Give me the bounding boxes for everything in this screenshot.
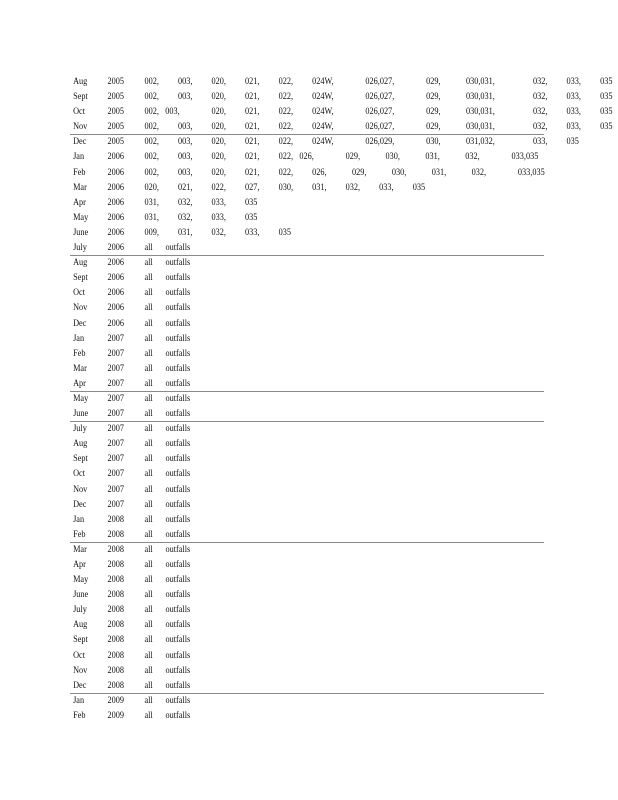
row-outfalls: all outfalls — [144, 242, 191, 254]
row-year: 2007 — [107, 438, 125, 450]
table-row — [0, 406, 531, 421]
row-year: 2007 — [107, 347, 125, 359]
row-outfalls: all outfalls — [144, 589, 191, 601]
table-row — [0, 436, 531, 451]
row-year: 2006 — [107, 287, 125, 299]
row-outfalls: all outfalls — [144, 559, 191, 570]
table-row — [0, 331, 531, 346]
row-year: 2008 — [107, 574, 125, 586]
row-outfalls: 002, 003, 020, 021, 022, 024W, 026,027, 029, 030,031, 032, 033, 035 — [144, 121, 613, 133]
row-year: 2007 — [107, 423, 125, 435]
table-row — [0, 225, 531, 240]
row-outfalls: all outfalls — [144, 257, 191, 269]
table-row — [0, 421, 531, 436]
row-outfalls: all outfalls — [144, 604, 191, 616]
table-row — [0, 180, 531, 195]
row-month: Aug — [73, 438, 88, 450]
row-year: 2009 — [107, 709, 125, 721]
row-month: June — [73, 226, 89, 238]
row-month: Jan — [73, 694, 85, 706]
table-row — [0, 663, 531, 678]
row-outfalls: all outfalls — [144, 302, 191, 314]
row-outfalls: all outfalls — [144, 543, 191, 555]
table-row — [0, 587, 531, 602]
row-year: 2007 — [107, 332, 125, 344]
table-row — [0, 451, 531, 466]
row-outfalls: all outfalls — [144, 498, 191, 510]
row-outfalls: all outfalls — [144, 528, 191, 540]
row-year: 2006 — [107, 317, 125, 329]
row-month: Oct — [73, 106, 86, 118]
row-month: July — [73, 242, 87, 254]
table-row — [0, 376, 531, 391]
row-month: Feb — [73, 528, 86, 540]
row-year: 2006 — [107, 272, 125, 284]
table-row — [0, 255, 531, 270]
row-month: Feb — [73, 166, 86, 178]
table-row — [0, 391, 531, 406]
table-row — [0, 617, 531, 632]
table-row — [0, 149, 539, 164]
row-month: Sept — [73, 453, 88, 465]
row-outfalls: all outfalls — [144, 694, 191, 706]
row-month: Jan — [73, 151, 85, 163]
row-outfalls: 002, 003, 020, 021, 022, 024W, 026,027, 029, 030,031, 032, 033, 035 — [144, 91, 613, 103]
row-month: Nov — [73, 664, 88, 676]
row-year: 2005 — [107, 76, 125, 87]
row-outfalls: all outfalls — [144, 377, 191, 389]
row-month: July — [73, 604, 87, 616]
table-row — [0, 240, 531, 255]
table-row — [0, 572, 531, 587]
table-row — [0, 527, 531, 542]
row-month: Dec — [73, 679, 87, 691]
row-outfalls: 002, 003, 020, 021, 022, 026, 029, 030, 031, 032, 033,035 — [144, 166, 545, 178]
row-month: Feb — [73, 347, 86, 359]
row-outfalls: 002, 003, 020, 021, 022, 024W, 026,027, 029, 030,031, 032, 033, 035 — [144, 76, 613, 87]
row-outfalls: all outfalls — [144, 408, 191, 420]
table-row — [0, 195, 531, 210]
table-row — [0, 74, 613, 89]
row-year: 2008 — [107, 528, 125, 540]
row-year: 2006 — [107, 242, 125, 254]
table-row — [0, 89, 613, 104]
row-year: 2006 — [107, 302, 125, 314]
row-month: Oct — [73, 287, 86, 299]
row-year: 2008 — [107, 589, 125, 601]
table-row — [0, 632, 531, 647]
row-month: Aug — [73, 619, 88, 631]
row-year: 2006 — [107, 257, 125, 269]
row-month: Aug — [73, 76, 88, 87]
row-outfalls: all outfalls — [144, 468, 191, 480]
table-row — [0, 693, 531, 708]
row-outfalls: all outfalls — [144, 272, 191, 284]
table-row — [0, 602, 531, 617]
table-row — [0, 512, 531, 527]
row-month: Apr — [73, 377, 86, 389]
table-row — [0, 300, 531, 315]
row-year: 2007 — [107, 377, 125, 389]
row-month: Sept — [73, 272, 88, 284]
table-row — [0, 316, 531, 331]
row-year: 2006 — [107, 166, 125, 178]
row-year: 2008 — [107, 619, 125, 631]
row-outfalls: all outfalls — [144, 438, 191, 450]
row-outfalls: all outfalls — [144, 362, 191, 374]
row-year: 2008 — [107, 513, 125, 525]
table-row — [0, 134, 579, 149]
row-month: Aug — [73, 257, 88, 269]
row-outfalls: 009, 031, 032, 033, 035 — [144, 226, 291, 238]
row-year: 2005 — [107, 136, 125, 148]
row-month: June — [73, 408, 89, 420]
row-year: 2007 — [107, 408, 125, 420]
row-outfalls: all outfalls — [144, 317, 191, 329]
row-month: May — [73, 392, 89, 404]
table-row — [0, 285, 531, 300]
row-outfalls: all outfalls — [144, 574, 191, 586]
row-year: 2008 — [107, 664, 125, 676]
row-outfalls: all outfalls — [144, 423, 191, 435]
row-year: 2005 — [107, 91, 125, 103]
row-outfalls: all outfalls — [144, 287, 191, 299]
row-year: 2008 — [107, 679, 125, 691]
row-outfalls: all outfalls — [144, 392, 191, 404]
row-year: 2008 — [107, 649, 125, 661]
row-outfalls: all outfalls — [144, 664, 191, 676]
row-month: Feb — [73, 709, 86, 721]
row-year: 2006 — [107, 181, 125, 193]
row-month: Sept — [73, 91, 88, 103]
row-outfalls: all outfalls — [144, 513, 191, 525]
row-month: Mar — [73, 543, 87, 555]
row-year: 2008 — [107, 604, 125, 616]
row-month: Oct — [73, 649, 86, 661]
table-row — [0, 119, 613, 134]
row-year: 2005 — [107, 121, 125, 133]
table-row — [0, 270, 531, 285]
row-outfalls: all outfalls — [144, 634, 191, 646]
row-month: Mar — [73, 362, 87, 374]
row-outfalls: 002, 003, 020, 021, 022, 024W, 026,027, 029, 030,031, 032, 033, 035 — [144, 106, 613, 118]
row-outfalls: all outfalls — [144, 619, 191, 631]
row-outfalls: all outfalls — [144, 483, 191, 495]
table-row — [0, 104, 613, 119]
row-month: Sept — [73, 634, 88, 646]
row-year: 2007 — [107, 453, 125, 465]
table-row — [0, 346, 531, 361]
row-month: Jan — [73, 332, 85, 344]
row-outfalls: 031, 032, 033, 035 — [144, 211, 258, 223]
row-month: Dec — [73, 136, 87, 148]
table-row — [0, 497, 531, 512]
table-row — [0, 648, 531, 663]
row-year: 2009 — [107, 694, 125, 706]
row-year: 2007 — [107, 392, 125, 404]
table-row — [0, 361, 531, 376]
row-year: 2006 — [107, 196, 125, 208]
table-row — [0, 708, 531, 723]
table-row — [0, 678, 531, 693]
row-outfalls: all outfalls — [144, 649, 191, 661]
row-outfalls: all outfalls — [144, 709, 191, 721]
row-year: 2008 — [107, 559, 125, 570]
row-year: 2005 — [107, 106, 125, 118]
row-year: 2007 — [107, 468, 125, 480]
row-year: 2006 — [107, 151, 125, 163]
row-month: Nov — [73, 121, 88, 133]
row-year: 2007 — [107, 483, 125, 495]
row-outfalls: all outfalls — [144, 679, 191, 691]
row-month: Oct — [73, 468, 86, 480]
table-row — [0, 542, 531, 557]
row-month: Apr — [73, 196, 86, 208]
row-year: 2008 — [107, 543, 125, 555]
table-row — [0, 165, 545, 180]
row-outfalls: 002, 003, 020, 021, 022, 026, 029, 030, 031, 032, 033,035 — [144, 151, 539, 163]
row-month: Mar — [73, 181, 87, 193]
row-year: 2007 — [107, 498, 125, 510]
row-outfalls: 031, 032, 033, 035 — [144, 196, 258, 208]
row-month: Apr — [73, 559, 86, 570]
table-row — [0, 210, 531, 225]
row-month: June — [73, 589, 89, 601]
row-outfalls: all outfalls — [144, 332, 191, 344]
row-outfalls: all outfalls — [144, 453, 191, 465]
row-outfalls: 002, 003, 020, 021, 022, 024W, 026,029, 030, 031,032, 033, 035 — [144, 136, 579, 148]
outfall-schedule-table — [0, 74, 618, 723]
row-month: Nov — [73, 483, 88, 495]
row-month: Dec — [73, 317, 87, 329]
row-year: 2006 — [107, 226, 125, 238]
row-month: Jan — [73, 513, 85, 525]
row-month: May — [73, 211, 89, 223]
table-row — [0, 557, 531, 572]
row-year: 2007 — [107, 362, 125, 374]
row-month: Dec — [73, 498, 87, 510]
row-month: May — [73, 574, 89, 586]
row-year: 2006 — [107, 211, 125, 223]
row-month: July — [73, 423, 87, 435]
table-row — [0, 466, 531, 481]
row-outfalls: all outfalls — [144, 347, 191, 359]
row-outfalls: 020, 021, 022, 027, 030, 031, 032, 033, 035 — [144, 181, 426, 193]
table-row — [0, 482, 531, 497]
row-year: 2008 — [107, 634, 125, 646]
row-month: Nov — [73, 302, 88, 314]
